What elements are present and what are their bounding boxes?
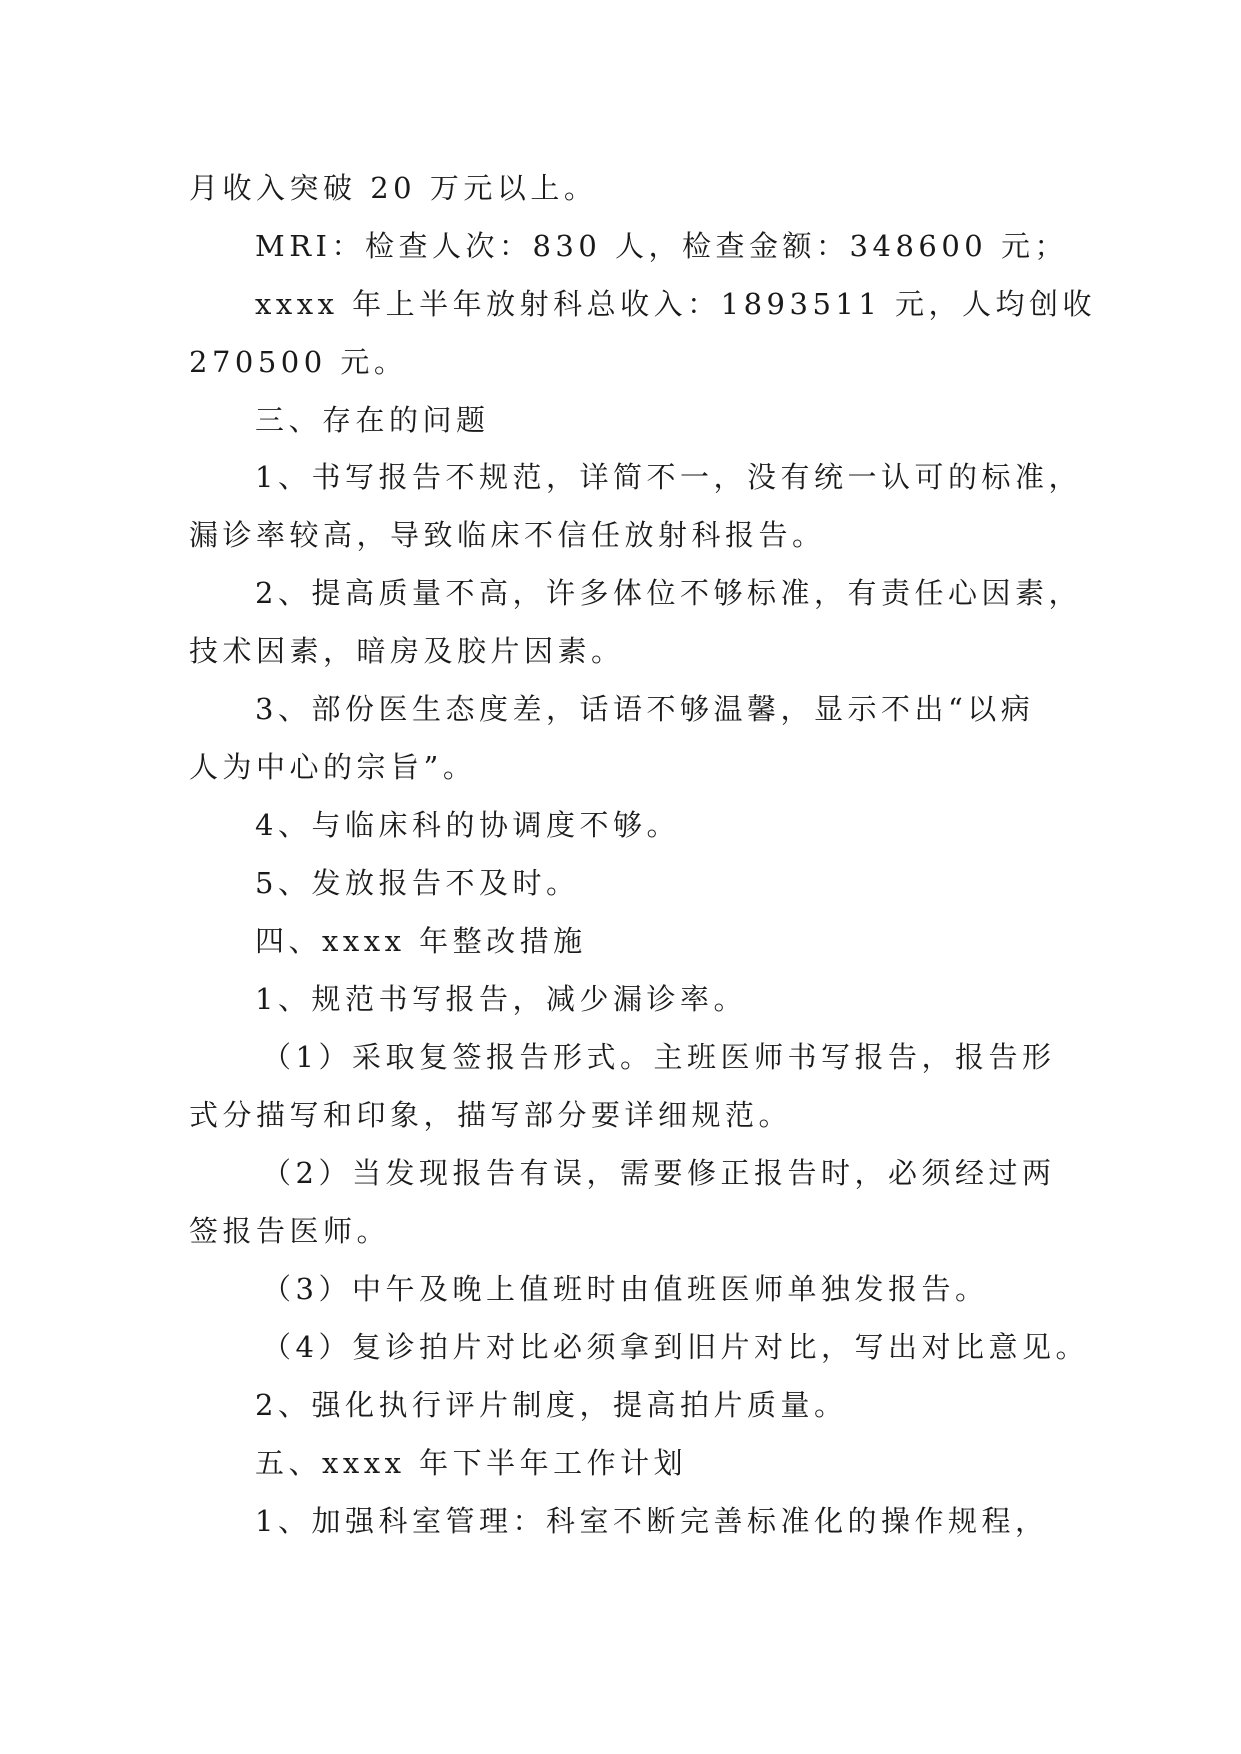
section-heading: 三、存在的问题: [255, 403, 490, 437]
body-text-line: 技术因素，暗房及胶片因素。: [189, 634, 625, 668]
list-item: 3、部份医生态度差，话语不够温馨，显示不出“以病: [255, 692, 1035, 726]
income-summary-line: xxxx 年上半年放射科总收入：1893511 元，人均创收: [255, 287, 1097, 321]
body-text-line: 漏诊率较高，导致临床不信任放射科报告。: [189, 518, 826, 552]
list-item: 4、与临床科的协调度不够。: [255, 808, 680, 842]
section-heading: 五、xxxx 年下半年工作计划: [255, 1446, 688, 1480]
list-item: 2、强化执行评片制度，提高拍片质量。: [255, 1388, 848, 1422]
sub-list-item: （4）复诊拍片对比必须拿到旧片对比，写出对比意见。: [262, 1330, 1089, 1364]
section-heading: 四、xxxx 年整改措施: [255, 924, 587, 958]
body-text-line: 270500 元。: [189, 345, 408, 379]
list-item: 1、规范书写报告，减少漏诊率。: [255, 982, 747, 1016]
sub-list-item: （3）中午及晚上值班时由值班医师单独发报告。: [262, 1272, 989, 1306]
body-text-line: 签报告医师。: [189, 1214, 391, 1248]
mri-stats-line: MRI：检查人次：830 人，检查金额：348600 元；: [255, 229, 1068, 263]
body-text-line: 月收入突破 20 万元以上。: [189, 171, 598, 205]
list-item: 1、书写报告不规范，详简不一，没有统一认可的标准，: [255, 460, 1082, 494]
list-item: 1、加强科室管理：科室不断完善标准化的操作规程，: [255, 1504, 1049, 1538]
sub-list-item: （1）采取复签报告形式。主班医师书写报告，报告形: [262, 1040, 1056, 1074]
list-item: 2、提高质量不高，许多体位不够标准，有责任心因素，: [255, 576, 1082, 610]
body-text-line: 人为中心的宗旨”。: [189, 750, 477, 784]
sub-list-item: （2）当发现报告有误，需要修正报告时，必须经过两: [262, 1156, 1056, 1190]
list-item: 5、发放报告不及时。: [255, 866, 580, 900]
body-text-line: 式分描写和印象，描写部分要详细规范。: [189, 1098, 793, 1132]
